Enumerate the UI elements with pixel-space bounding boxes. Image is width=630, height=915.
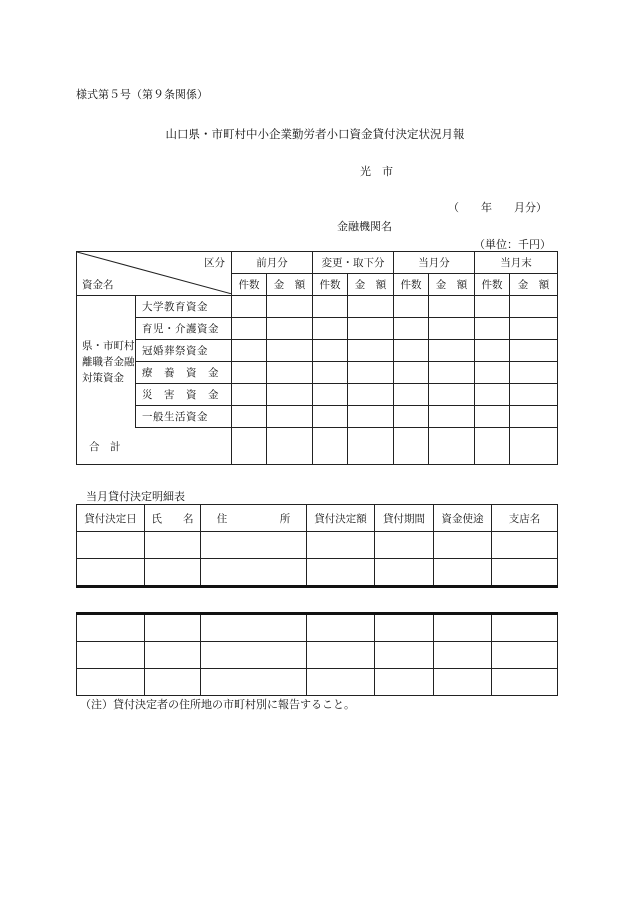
fund-name: 冠婚葬祭資金 xyxy=(136,340,232,362)
table-row xyxy=(77,614,558,642)
sub-header-amount: 金 額 xyxy=(267,274,313,296)
row-group-label: 県・市町村離職者金融対策資金 xyxy=(77,296,136,428)
group-header: 変更・取下分 xyxy=(313,252,394,274)
detail-table-lower xyxy=(76,612,558,696)
corner-bottom-label: 資金名 xyxy=(82,279,114,291)
unit-label: （単位：千円） xyxy=(474,238,551,251)
institution-label: 金融機関名 xyxy=(337,220,392,233)
table-row xyxy=(77,559,558,587)
fund-name: 大学教育資金 xyxy=(136,296,232,318)
corner-header-cell xyxy=(77,252,232,296)
detail-header: 貸付期間 xyxy=(375,505,434,532)
group-header: 当月末 xyxy=(475,252,558,274)
sub-header-count: 件数 xyxy=(232,274,267,296)
table-row xyxy=(77,532,558,559)
detail-header: 資金使途 xyxy=(434,505,492,532)
detail-header: 貸付決定日 xyxy=(77,505,145,532)
fund-name: 療 養 資 金 xyxy=(136,362,232,384)
city-name: 光 市 xyxy=(360,165,393,178)
fund-name: 育児・介護資金 xyxy=(136,318,232,340)
monthly-status-table xyxy=(76,251,558,465)
detail-header: 氏 名 xyxy=(145,505,201,532)
sub-header-amount: 金 額 xyxy=(429,274,475,296)
group-header: 前月分 xyxy=(232,252,313,274)
detail-table-upper xyxy=(76,504,558,588)
detail-header: 貸付決定額 xyxy=(307,505,375,532)
corner-top-label: 区分 xyxy=(204,257,225,269)
form-number: 様式第５号（第９条関係） xyxy=(76,88,208,101)
sub-header-count: 件数 xyxy=(313,274,348,296)
report-period: （ 年 月分） xyxy=(448,201,547,214)
detail-header: 住 所 xyxy=(201,505,307,532)
detail-header: 支店名 xyxy=(492,505,558,532)
group-header: 当月分 xyxy=(394,252,475,274)
sub-header-amount: 金 額 xyxy=(510,274,558,296)
footnote: （注）貸付決定者の住所地の市町村別に報告すること。 xyxy=(80,698,355,711)
total-label: 合 計 xyxy=(77,428,232,465)
sub-header-count: 件数 xyxy=(475,274,510,296)
table-row xyxy=(77,642,558,669)
document-title: 山口県・市町村中小企業勤労者小口資金貸付決定状況月報 xyxy=(165,127,465,141)
sub-header-amount: 金 額 xyxy=(348,274,394,296)
detail-table-title: 当月貸付決定明細表 xyxy=(86,490,185,503)
fund-name: 一般生活資金 xyxy=(136,406,232,428)
fund-name: 災 害 資 金 xyxy=(136,384,232,406)
table-row xyxy=(77,669,558,696)
sub-header-count: 件数 xyxy=(394,274,429,296)
